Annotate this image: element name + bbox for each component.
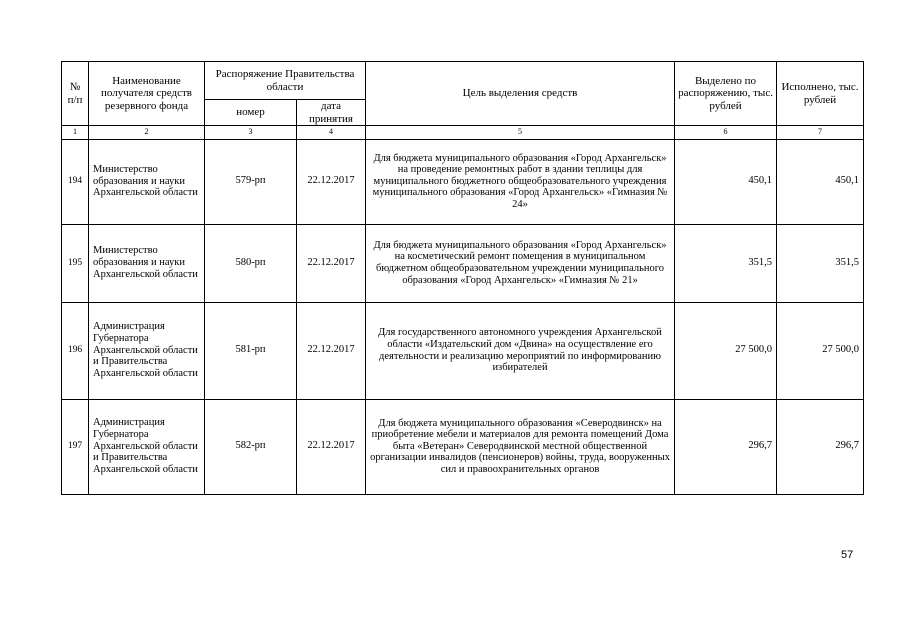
- reserve-fund-table: [61, 61, 864, 495]
- header-row: [62, 62, 864, 100]
- row-order-number: 582-рп: [205, 399, 297, 494]
- row-allocated: 450,1: [675, 139, 777, 224]
- column-numbers-row: [62, 126, 864, 140]
- row-order-date: 22.12.2017: [297, 302, 366, 399]
- column-number: 3: [205, 126, 297, 140]
- row-order-number: 581-рп: [205, 302, 297, 399]
- header-order: Распоряжение Правительства области: [205, 62, 366, 100]
- row-purpose: Для бюджета муниципального образования «Город Архангельск» на проведение ремонтных работ в здании теплицы для муниципального бюджетного общеобразовательного учреждения муниципального образования «Город Архангельск» «Гимназия № 24»: [366, 139, 675, 224]
- table-row: [62, 139, 864, 224]
- header-purpose: Цель выделения средств: [366, 62, 675, 126]
- row-recipient: Министерство образования и науки Архангельской области: [89, 224, 205, 302]
- table-header: [62, 62, 864, 140]
- row-order-date: 22.12.2017: [297, 399, 366, 494]
- header-recipient: Наименование получателя средств резервного фонда: [89, 62, 205, 126]
- column-number: 7: [777, 126, 864, 140]
- table-row: [62, 302, 864, 399]
- table-row: [62, 399, 864, 494]
- header-executed: Исполнено, тыс. рублей: [777, 62, 864, 126]
- column-number: 4: [297, 126, 366, 140]
- page-number: 57: [841, 549, 854, 561]
- row-executed: 351,5: [777, 224, 864, 302]
- row-executed: 296,7: [777, 399, 864, 494]
- row-index: 197: [62, 399, 89, 494]
- row-executed: 27 500,0: [777, 302, 864, 399]
- row-executed: 450,1: [777, 139, 864, 224]
- row-recipient: Администрация Губернатора Архангельской области и Правительства Архангельской области: [89, 302, 205, 399]
- column-number: 6: [675, 126, 777, 140]
- row-order-number: 579-рп: [205, 139, 297, 224]
- row-allocated: 27 500,0: [675, 302, 777, 399]
- header-order-date: дата принятия: [297, 100, 366, 126]
- column-number: 2: [89, 126, 205, 140]
- row-index: 194: [62, 139, 89, 224]
- column-number: 5: [366, 126, 675, 140]
- row-purpose: Для бюджета муниципального образования «Северодвинск» на приобретение мебели и материалов для ремонта помещений Дома быта «Ветеран» Северодвинской местной общественной организации инвалидов (пенсионеров) войны, труда, вооруженных сил и правоохранительных органов: [366, 399, 675, 494]
- row-purpose: Для государственного автономного учреждения Архангельской области «Издательский дом «Двина» на осуществление его деятельности и реализацию мероприятий по информированию избирателей: [366, 302, 675, 399]
- table-body: [62, 139, 864, 494]
- row-index: 195: [62, 224, 89, 302]
- row-order-number: 580-рп: [205, 224, 297, 302]
- row-order-date: 22.12.2017: [297, 139, 366, 224]
- row-index: 196: [62, 302, 89, 399]
- header-index: № п/п: [62, 62, 89, 126]
- row-recipient: Администрация Губернатора Архангельской области и Правительства Архангельской области: [89, 399, 205, 494]
- table-row: [62, 224, 864, 302]
- row-order-date: 22.12.2017: [297, 224, 366, 302]
- row-allocated: 296,7: [675, 399, 777, 494]
- row-allocated: 351,5: [675, 224, 777, 302]
- header-allocated: Выделено по распоряжению, тыс. рублей: [675, 62, 777, 126]
- header-order-number: номер: [205, 100, 297, 126]
- row-recipient: Министерство образования и науки Архангельской области: [89, 139, 205, 224]
- row-purpose: Для бюджета муниципального образования «Город Архангельск» на косметический ремонт помещения в муниципальном бюджетном общеобразовательном учреждении муниципального образования «Город Архангельск» «Гимназия № 21»: [366, 224, 675, 302]
- column-number: 1: [62, 126, 89, 140]
